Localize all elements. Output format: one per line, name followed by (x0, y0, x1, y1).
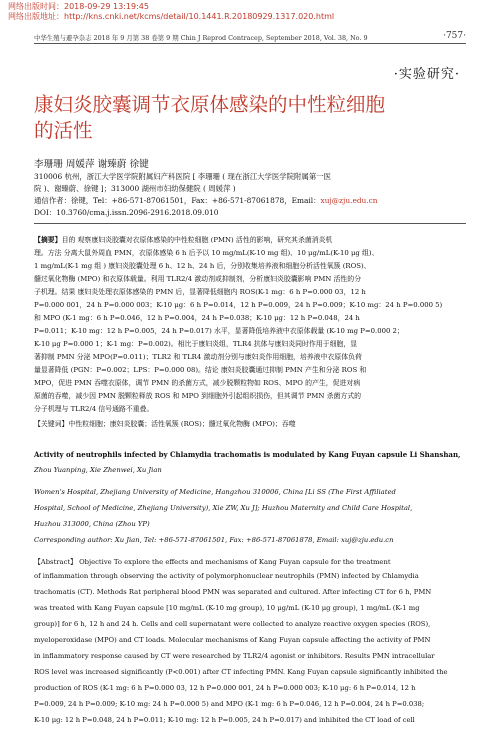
keywords: 【关键词】中性粒细胞；康妇炎胶囊；活性氧簇 (ROS)；髓过氧化物酶 (MPO)；吞噬 (34, 420, 296, 428)
abstract-top-rule (34, 223, 466, 224)
authors: 李珊珊 周媛萍 谢臻蔚 徐键 (34, 159, 149, 170)
abstract-line: 1 mg/mL(K-1 mg 组 ) 康妇炎胶囊处理 6 h、12 h、24 h 后，分别收集培养液和细胞分析活性氧簇 (ROS)、 (34, 262, 371, 270)
abstract-line: 分子机理与 TLR2/4 信号通路不重叠。 (34, 405, 154, 413)
english-abstract-line: ROS level was increased significantly (P<0.001) after CT infecting PMN. Kang Fuyan capsule significantly inhibited the (34, 668, 448, 676)
section-tag: ·实验研究· (393, 67, 460, 82)
correspondence-line (34, 195, 466, 206)
header-rule (34, 43, 466, 44)
abstract-line: P=0.011；K-10 mg：12 h P=0.005，24 h P=0.017) 水平，显著降低培养液中衣原体载量 (K-10 mg P=0.000 2； (34, 327, 404, 335)
abstract-line: 髓过氧化物酶 (MPO) 和衣原体载量。利用 TLR2/4 激动剂或抑制剂，分析康妇炎胶囊影响 PMN 活性的分 (34, 275, 362, 283)
abstract-line: 著抑制 PMN 分泌 MPO(P=0.011)；TLR2 和 TLR4 激动剂分别与康妇炎作用细胞，培养液中衣原体负荷 (34, 353, 362, 361)
english-abstract-line: myeloperoxidase (MPO) and CT loads. Molecular mechanisms of Kang Fuyan capsule affecting the activity of PMN (34, 636, 431, 644)
abstract-line (34, 234, 466, 244)
english-abstract-line: P=0.009, 24 h P=0.009; K-10 mg: 24 h P=0.000 5) and MPO (K-1 mg: 6 h P=0.046, 12 h P=0.004, 24 h P=0.038; (34, 700, 425, 708)
page-number: ·757· (443, 31, 466, 41)
abstract-line: 原菌的吞噬，减少因 PMN 脱颗粒释放 ROS 和 MPO 到细胞外引起组织损伤，但其调节 PMN 杀菌方式的 (34, 392, 362, 400)
abstract-text: 目的 观察康妇炎胶囊对衣原体感染的中性粒细胞 (PMN) 活性的影响，研究其杀菌消炎机 (61, 236, 333, 244)
affiliation-line: 310006 杭州，浙江大学医学院附属妇产科医院 [ 李珊珊 ( 现在浙江大学医学院附属第一医 (34, 172, 332, 181)
english-authors: Zhou Yuanping, Xie Zhenwei, Xu Jian (34, 466, 162, 474)
corresponding-author: Corresponding author: Xu Jian, Tel: +86-571-87061501, Fax: +86-571-87061878, Email: xuj@zju.edu.cn (34, 536, 394, 544)
email-link[interactable]: xuj@zju.edu.cn (320, 196, 378, 205)
publication-url[interactable]: 网络出版地址：http://kns.cnki.net/kcms/detail/10.1441.R.20180929.1317.020.html (8, 12, 335, 21)
correspondence-text: 通信作者：徐键，Tel：+86-571-87061501，Fax：+86-571-87061878，Email： (34, 196, 321, 205)
english-abstract-line: K-10 μg: 12 h P=0.048, 24 h P=0.011; K-10 mg: 12 h P=0.005, 24 h P=0.017) and inhibited the CT load of cell (34, 716, 415, 724)
journal-header (34, 33, 466, 42)
title-line-2: 的活性 (34, 119, 93, 142)
english-abstract-line: group)] for 6 h, 12 h and 24 h. Cells and cell supernatant were collected to analyze reactive oxygen species (ROS), (34, 620, 431, 628)
english-affiliation: Huzhou 313000, China (Zhou YP) (34, 520, 150, 528)
affiliation-line: 院 )、谢臻蔚、徐键 ]；313000 湖州市妇幼保健院 ( 周媛萍 ) (34, 184, 236, 193)
article-title (34, 92, 466, 144)
english-abstract-line: in inflammatory response caused by CT were researched by TLR2/4 agonist or inhibitors. Results PMN intracellular (34, 652, 435, 660)
doi: DOI：10.3760/cma.j.issn.2096-2916.2018.09.010 (34, 208, 219, 217)
english-abstract-line: trachomatis (CT). Methods Rat peripheral blood PMN was separated and cultured. After infecting CT for 6 h, PMN (34, 588, 432, 596)
abstract-line: P=0.000 001，24 h P=0.000 003；K-10 μg：6 h P=0.014，12 h P=0.009，24 h P=0.009；K-10 mg：24 h P=0.000 5) (34, 301, 443, 309)
english-title: Activity of neutrophils infected by Chlamydia trachomatis is modulated by Kang Fuyan capsule Li Shanshan, (34, 450, 461, 459)
abstract-line: K-10 μg P=0.000 1；K-1 mg：P=0.002)。相比于康妇炎组，TLR4 抗体与康妇炎同时作用于细胞，显 (34, 340, 358, 348)
abstract-line: MPO，促进 PMN 吞噬衣原体，调节 PMN 的杀菌方式，减少脱颗粒物如 ROS、MPO 的产生，促进对病 (34, 379, 361, 387)
abstract-line: 和 MPO (K-1 mg：6 h P=0.046，12 h P=0.004，24 h P=0.038；K-10 μg：12 h P=0.048，24 h (34, 314, 360, 322)
abstract-line: 理。方法 分离大鼠外周血 PMN，衣原体感染 6 h 后予以 10 mg/mL(K-10 mg 组)、10 μg/mL(K-10 μg 组)、 (34, 249, 379, 257)
english-affiliation: Women's Hospital, Zhejiang University of Medicine, Hangzhou 310006, China [Li SS (The First Affiliated (34, 488, 396, 496)
publication-time: 网络出版时间：2018-09-29 13:19:45 (8, 2, 149, 11)
abstract-label: 【摘要】 (34, 236, 62, 244)
english-abstract-line: 【Abstract】 Objective To explore the effects and mechanisms of Kang Fuyan capsule for the treatment (34, 558, 391, 566)
abstract-line: 子机理。结果 康妇炎处理衣原体感染的 PMN 后，显著降低细胞内 ROS(K-1 mg：6 h P=0.000 03，12 h (34, 288, 366, 296)
english-abstract-line: of inflammation through observing the activity of polymorphonuclear neutrophils (PMN) infected by Chlamydia (34, 572, 419, 580)
english-abstract-line: production of ROS (K-1 mg: 6 h P=0.000 03, 12 h P=0.000 001, 24 h P=0.000 003; K-10 μg: 6 h P=0.014, 12 h (34, 684, 416, 692)
title-line-1: 康妇炎胶囊调节衣原体感染的中性粒细胞 (34, 93, 386, 116)
abstract-line: 量显著降低 (PGN：P=0.002；LPS：P=0.000 08)。结论 康妇炎胶囊通过抑制 PMN 产生和分泌 ROS 和 (34, 366, 367, 374)
english-abstract-line: was treated with Kang Fuyan capsule [10 mg/mL (K-10 mg group), 10 μg/mL (K-10 μg group), 1 mg/mL (K-1 mg (34, 604, 420, 612)
journal-citation: 中华生殖与避孕杂志 2018 年 9 月第 38 卷第 9 期 Chin J Reprod Contracep, September 2018, Vol. 38, No. 9 (34, 34, 368, 42)
english-affiliation: Hospital, School of Medicine, Zhejiang University), Xie ZW, Xu J]; Huzhou Maternity and Child Care Hospital, (34, 504, 413, 512)
